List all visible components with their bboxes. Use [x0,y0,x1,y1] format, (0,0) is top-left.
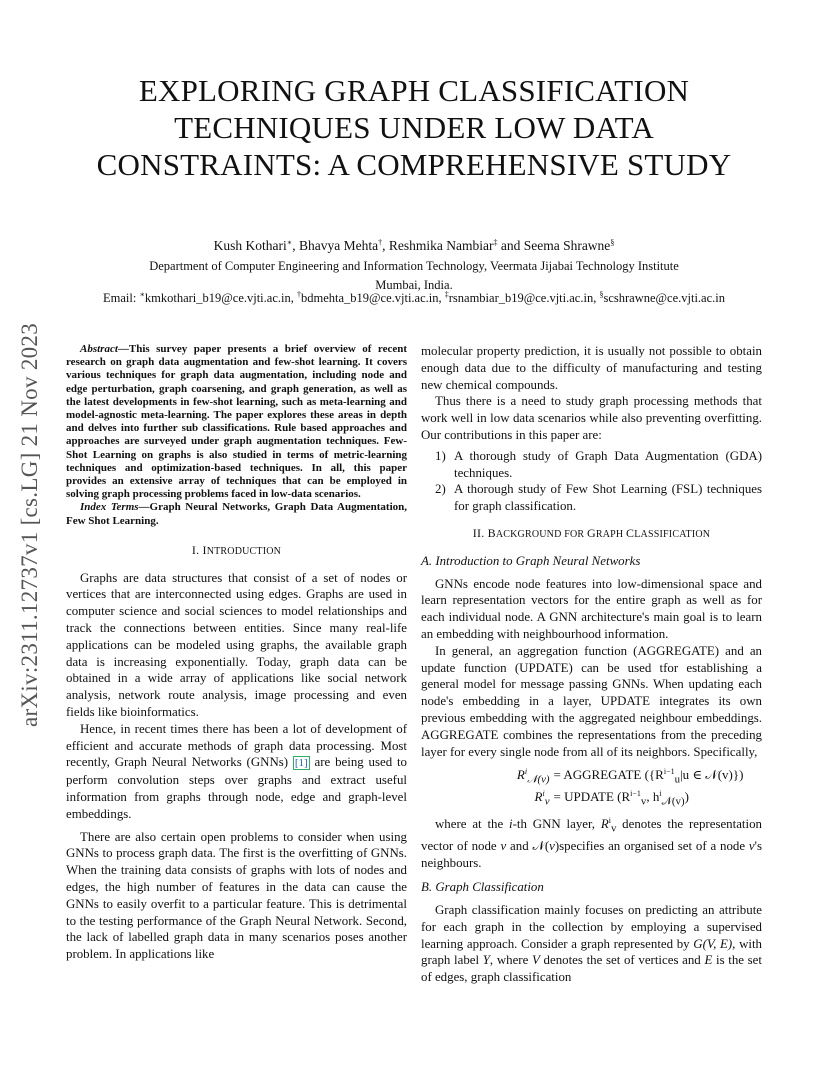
section-number: I. [191,542,203,557]
math-text: = AGGREGATE ({R [553,766,664,782]
separator: , [382,238,389,253]
math-symbol: G(V, E) [693,936,733,951]
paragraph-text: is the set of edges, graph classification [421,953,762,985]
title-line: TECHNIQUES UNDER LOW DATA [174,110,654,145]
abstract-label: Abstract [80,343,118,355]
email-address[interactable]: bdmehta_b19@ce.vjti.ac.in, [300,291,442,305]
section-heading-initial: B [487,525,496,540]
author-name: Bhavya Mehta [298,238,379,253]
paragraph: Thus there is a need to study graph processing methods that work well in low data scenarios while also preventing overfitting. Our contributions in this paper are: [421,394,762,442]
paragraph-text: )specifies an organised set of a node [554,838,749,853]
math-superscript: i−1 [663,766,675,776]
email-mark: ∗ [139,290,145,299]
math-subscript: v [544,795,550,808]
section-number: II. [472,525,488,540]
math-subscript: u [674,773,681,786]
math-symbol: v [748,838,755,853]
author-mark: † [378,238,383,247]
math-subscript: 𝒩(v) [527,773,550,786]
equation-block [421,766,762,810]
paragraph-text: Graph classification mainly focuses on predicting an attribute for each graph in the collection by employing a supervised learning approach. Consider a graph represented by [421,903,762,951]
right-column [421,343,762,986]
list-item-text: A thorough study of Few Shot Learning (FSL) techniques for graph classification. [454,482,762,514]
section-heading-initial: G [586,525,596,540]
citation-link[interactable]: [1] [294,757,308,770]
section-heading-background [421,525,762,544]
email-address[interactable]: scshrawne@ce.vjti.ac.in [603,291,725,305]
abstract [66,343,407,501]
math-text: |u ∈ 𝒩(v)}) [680,766,744,782]
paragraph: There are also certain open problems to consider when using GNNs to process graph data. The first is the overfitting of GNNs. When the training data consists of graphs with lots of nodes and edges, the high number of features in the data can cause the GNNs to easily overfit to a particular feature. This is detrimental to the testing performance of the Graph Neural Network. Second, the lack of labelled graph data in many scenarios poses another problem. In applications like [66,829,407,962]
affiliation-line: Department of Computer Engineering and Information Technology, Veermata Jijabai Technology Institute [149,259,679,273]
subsection-heading: B. Graph Classification [421,880,544,895]
math-superscript: i [659,788,662,798]
title-line: CONSTRAINTS: A COMPREHENSIVE STUDY [96,147,732,182]
section-heading-rest: LASSIFICATION [634,528,711,540]
paragraph-text: Hence, in recent times there has been a lot of development of efficient and accurate methods of graph data processing. Most recently, Graph Neural Networks (GNNs) [66,721,407,770]
index-terms [66,501,407,527]
math-symbol: v [500,838,507,853]
title-line: EXPLORING GRAPH CLASSIFICATION [138,73,690,108]
list-number: 2) [435,482,446,497]
section-heading-initial: C [626,525,635,540]
abstract-text: —This survey paper presents a brief overview of recent research on graph data augmentation and few-shot learning. It covers various techniques for graph data augmentation, including node and edge perturbation, graph coarsening, and graph generation, as well as the latest developments in few-shot learning, such as meta-learning and model-agnostic meta-learning. The paper explores these areas in depth and delves into further sub classifications. Rule based approaches and approaches are surveyed under graph augmentation techniques. Few-Shot Learning on graphs is also studied in terms of metric-learning techniques and optimization-based techniques. In all, this paper provides an extensive array of techniques that can be employed in solving graph processing problems faced in low-data scenarios. [66,343,407,501]
author-name: Reshmika Nambiar [388,238,494,253]
author-list [60,237,768,255]
arxiv-identifier-text: arXiv:2311.12737v1 [cs.LG] 21 Nov 2023 [17,322,42,728]
paragraph: molecular property prediction, it is usually not possible to obtain enough data due to the difficulty of manufacturing and testing new chemical compounds. [421,344,762,392]
paragraph: GNNs encode node features into low-dimensional space and learn representation vectors for the entire graph as well as for each individual node. A GNN architecture's main goal is to learn an embedding with neighbourhood information. [421,576,762,641]
math-text: ) [684,788,689,804]
left-column [66,343,407,963]
list-item [421,448,762,482]
paragraph: In general, an aggregation function (AGGREGATE) and an update function (UPDATE) can be used tfor establishing a general model for message passing GNNs. When updating each node's embedding in a layer, UPDATE integrates its own previous embedding with the aggregated neighbour embeddings. AGGREGATE combines the representations from the preceding layer for every single node from all of its neighbors. Specifically, [421,643,762,759]
email-label: Email: [102,291,140,305]
equation-update [421,788,762,810]
list-number: 1) [435,448,446,463]
section-heading-introduction [66,542,407,561]
math-subscript: v [610,822,617,835]
subsection-heading: A. Introduction to Graph Neural Networks [421,553,641,568]
section-heading-rest: ACKGROUND FOR [495,528,587,540]
paragraph-text: 's neighbours. [421,838,762,870]
arxiv-identifier [12,285,48,765]
math-symbol: E [704,953,713,968]
paragraph-text: denotes the representation vector of node [421,817,762,853]
index-terms-label: Index Terms [80,501,139,514]
email-mark: § [599,290,604,299]
math-symbol: R [534,788,543,804]
paragraph [421,902,762,986]
author-mark: ‡ [493,238,498,247]
email-list [40,289,788,307]
equation-aggregate [421,766,762,788]
math-superscript: i [524,766,528,776]
math-symbol: R [516,766,525,782]
paper-title [60,72,768,183]
math-superscript: i [542,788,545,798]
paragraph [421,816,762,871]
math-symbol: R [600,817,609,832]
affiliation-line: Mumbai, India. [375,278,453,292]
math-subscript: 𝒩(v) [661,795,685,808]
paragraph-text: where at the [435,817,510,832]
email-address[interactable]: rsnambiar_b19@ce.vjti.ac.in, [448,291,597,305]
author-name: Seema Shrawne [523,238,611,253]
contribution-list [421,448,762,515]
list-item-text: A thorough study of Graph Data Augmentation (GDA) techniques. [454,448,762,480]
math-superscript: i [608,816,611,826]
paragraph-text: , where [489,953,532,968]
paragraph-text: denotes the set of vertices and [539,953,705,968]
math-symbol: V [531,953,540,968]
math-text: , h [646,788,660,804]
author-name: Kush Kothari [213,238,287,253]
paragraph-text: and 𝒩( [506,838,550,853]
math-symbol: Y [482,953,490,968]
separator: and [497,238,524,253]
email-address[interactable]: kmkothari_b19@ce.vjti.ac.in, [144,291,294,305]
section-heading-rest: NTRODUCTION [206,545,282,557]
email-mark: † [296,290,301,299]
paragraph-text: -th GNN layer, [512,817,601,832]
math-superscript: i−1 [630,788,641,798]
paragraph-text: are being used to perform convolution steps over graphs and extract useful information from graphs through node, edge and graph-level embeddings. [66,755,407,821]
paragraph-text: , with graph label [421,936,762,968]
math-symbol: v [549,838,555,853]
section-heading-rest: RAPH [595,528,627,540]
math-symbol: i [509,817,513,832]
separator: , [292,238,299,253]
section-heading-initial: I [202,542,207,557]
paragraph [66,721,407,823]
author-mark: § [610,238,615,247]
math-text: = UPDATE (R [553,788,631,804]
paragraph: Graphs are data structures that consist of a set of nodes or vertices that are interconnected using edges. Graphs are used in computer science and social sciences to model relationships and track the connections between entities. Since many real-life applications can be modeled using graphs, the available graph data is increasing exponentially. Today, graph data can be obtained in a wide array of applications like social network analysis, network route analysis, image processing and even fields like bioinformatics. [66,570,407,720]
email-mark: ‡ [444,290,449,299]
list-item [421,481,762,515]
index-terms-text: —Graph Neural Networks, Graph Data Augmentation, Few Shot Learning. [66,501,407,527]
author-mark: ∗ [286,238,293,247]
math-subscript: v [640,795,647,808]
